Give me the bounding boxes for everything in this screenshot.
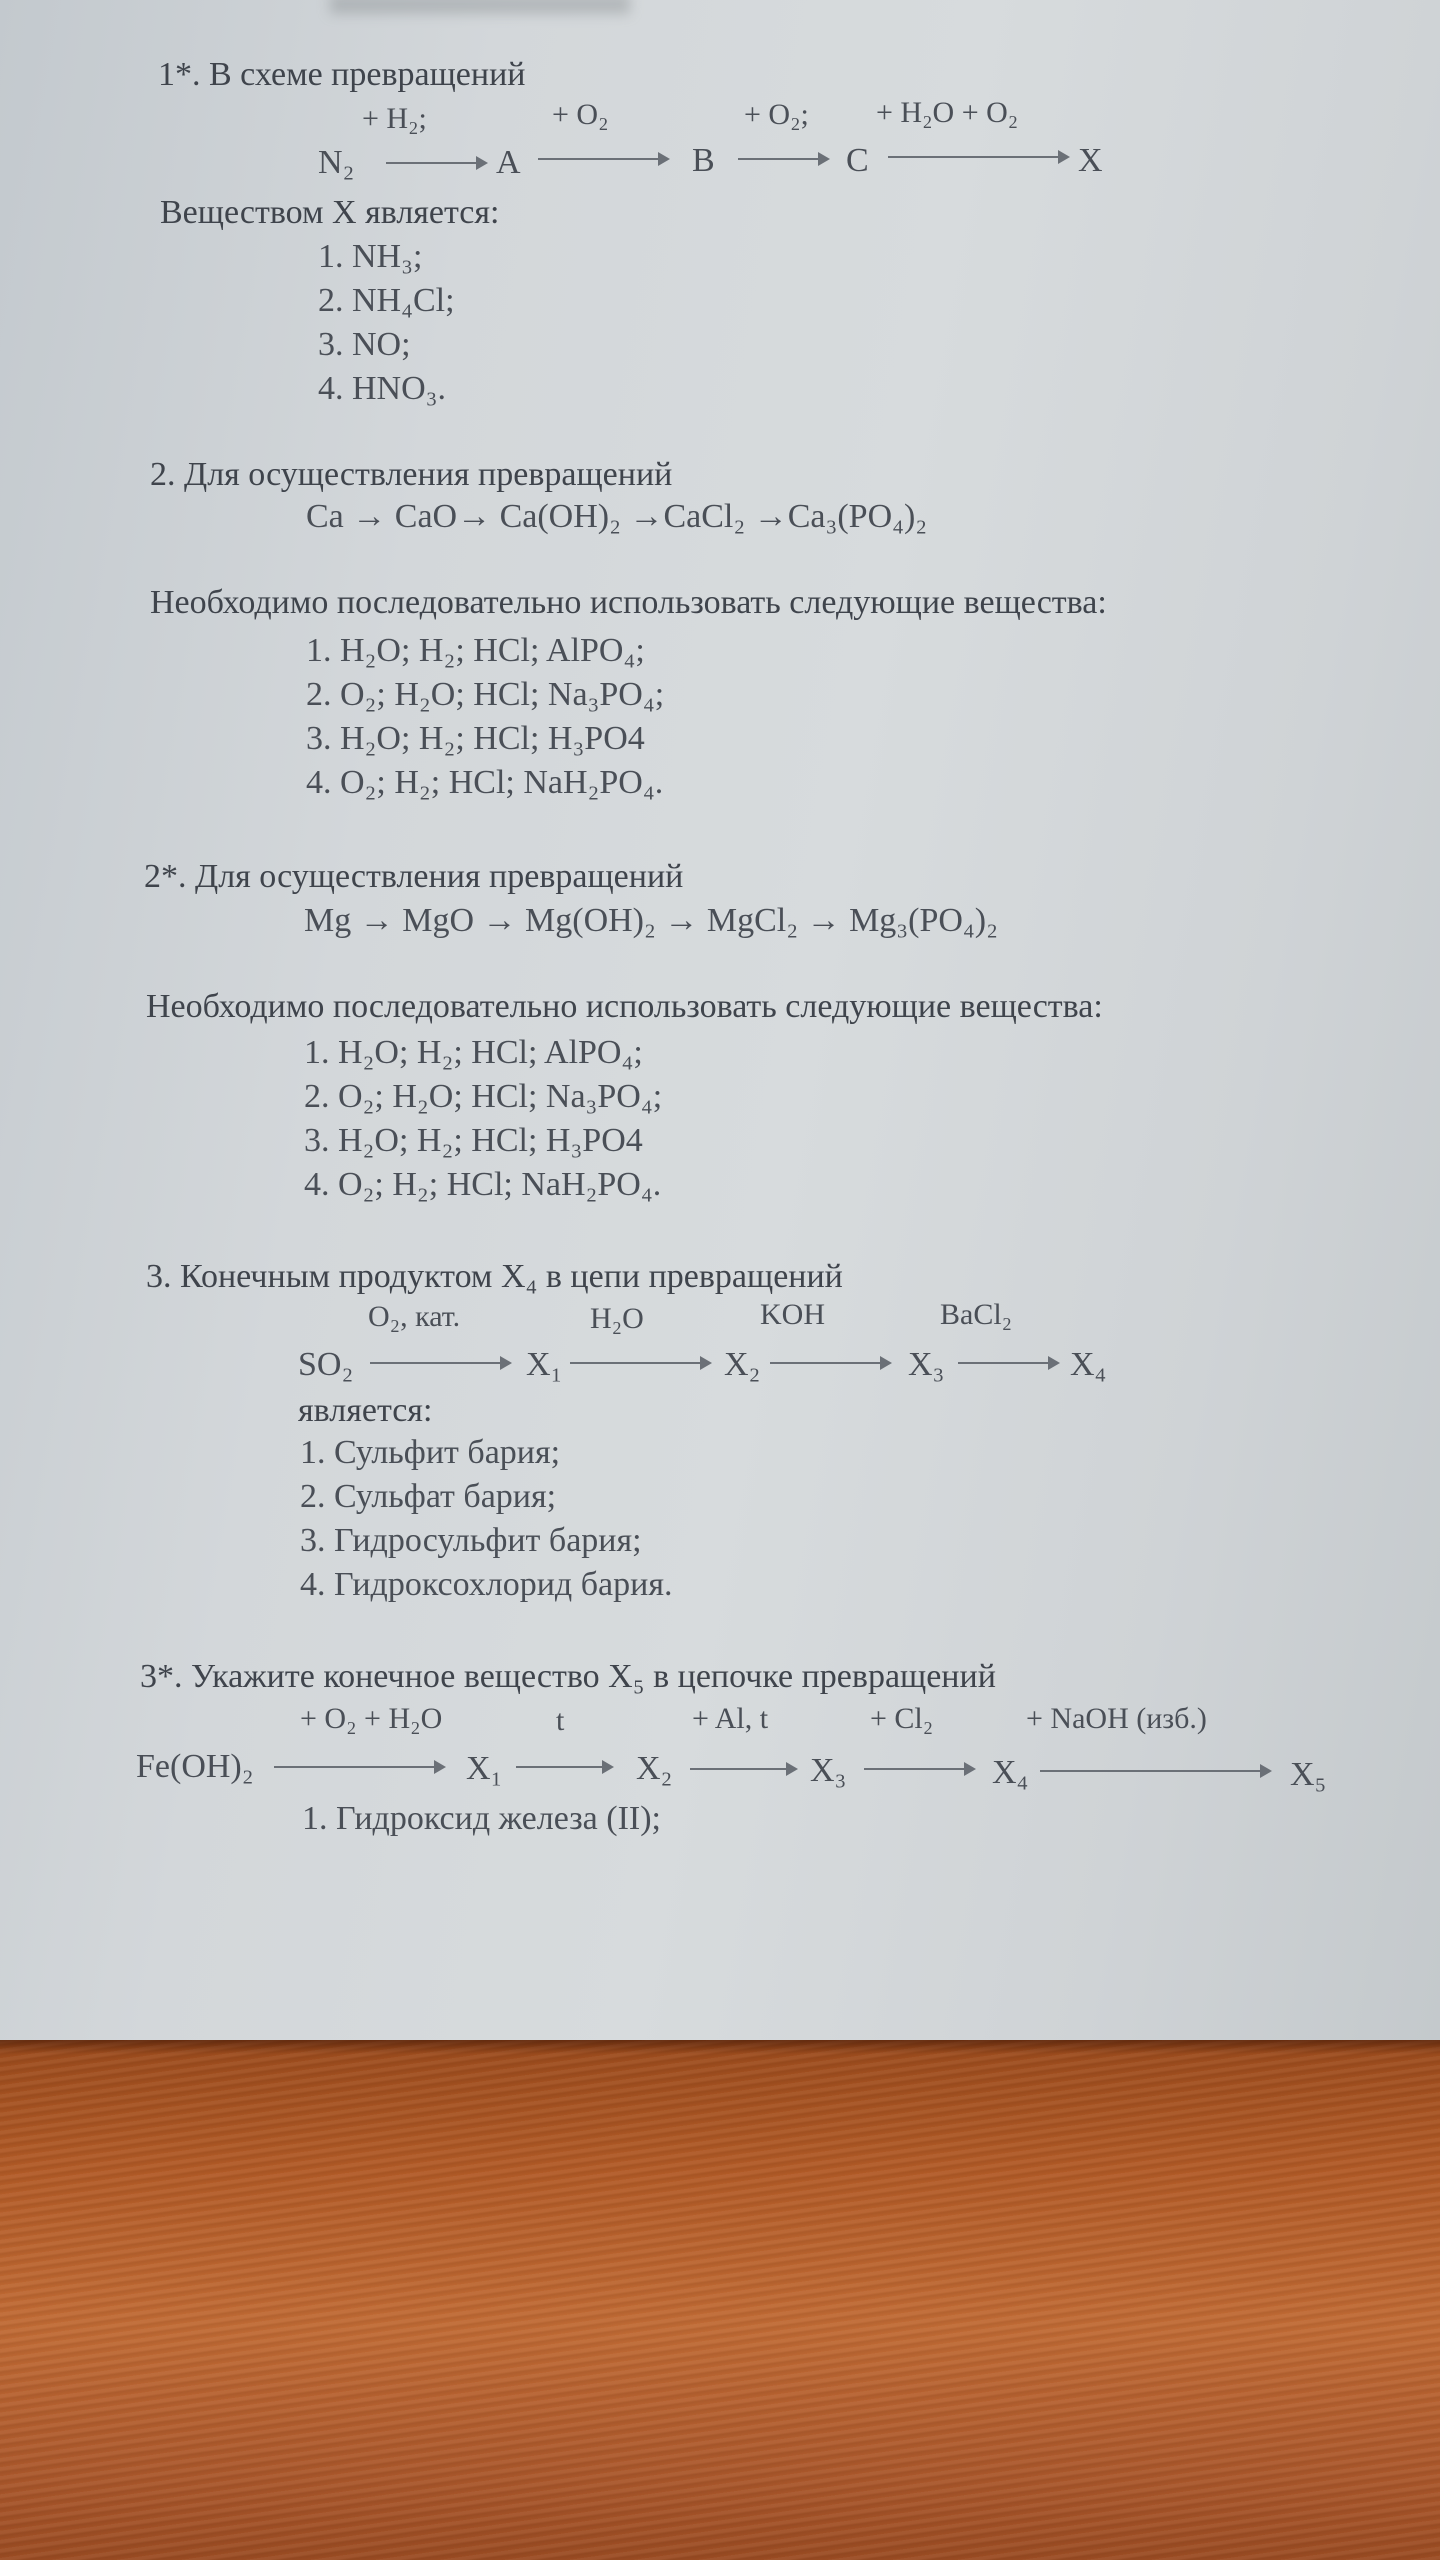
q3b-species-x5: X₅ [1290, 1756, 1327, 1793]
cut-off-text [330, 0, 630, 14]
q3b-reagent-2: t [556, 1704, 565, 1737]
q2-question: Необходимо последовательно использовать следующие вещества: [150, 584, 1107, 621]
q3-arrow-2 [570, 1362, 710, 1364]
q3b-species-feoh2: Fe(OH)₂ [136, 1748, 254, 1785]
q3-option-1: 1. Сульфит бария; [300, 1434, 561, 1471]
q1-species-a: A [496, 144, 521, 181]
q3-reagent-1: O₂, кат. [368, 1300, 461, 1333]
q1-title: 1*. В схеме превращений [158, 56, 526, 93]
q1-option-2: 2. NH₄Cl; [318, 282, 455, 319]
q1-option-3: 3. NO; [318, 326, 411, 363]
q1-arrow-1 [386, 162, 486, 164]
q2b-question: Необходимо последовательно использовать следующие вещества: [146, 988, 1103, 1025]
q1-species-n2: N₂ [318, 144, 355, 181]
q3-option-2: 2. Сульфат бария; [300, 1478, 557, 1515]
q3b-arrow-2 [516, 1766, 612, 1768]
q3b-option-1: 1. Гидроксид железа (II); [302, 1800, 661, 1837]
q3b-reagent-3: + Al, t [692, 1702, 769, 1735]
q3b-reagent-5: + NaOH (изб.) [1026, 1702, 1207, 1735]
q1-arrow-4 [888, 156, 1068, 158]
q3-arrow-4 [958, 1362, 1058, 1364]
q1-reagent-1: + H₂; [362, 102, 427, 135]
q2-title: 2. Для осуществления превращений [150, 456, 673, 493]
q3-arrow-3 [770, 1362, 890, 1364]
q1-option-4: 4. HNO₃. [318, 370, 447, 407]
q2b-option-1: 1. H₂O; H₂; HCl; AlPO₄; [304, 1034, 643, 1071]
q3b-arrow-5 [1040, 1770, 1270, 1772]
q3b-arrow-1 [274, 1766, 444, 1768]
q3-species-x4: X₄ [1070, 1346, 1107, 1383]
q1-reagent-4: + H₂O + O₂ [876, 96, 1019, 129]
wooden-table [0, 2040, 1440, 2560]
q1-question: Веществом X является: [160, 194, 500, 231]
q3b-species-x4: X₄ [992, 1754, 1029, 1791]
q2-chain: Ca → CaO→ Ca(OH)₂ →CaCl₂ →Ca₃(PO₄)₂ [306, 498, 928, 535]
q3b-reagent-4: + Cl₂ [870, 1702, 934, 1735]
q3b-species-x2: X₂ [636, 1750, 673, 1787]
q3-option-4: 4. Гидроксохлорид бария. [300, 1566, 673, 1603]
q3-species-x3: X₃ [908, 1346, 945, 1383]
q3-reagent-3: KOH [760, 1298, 825, 1331]
q2-option-2: 2. O₂; H₂O; HCl; Na₃PO₄; [306, 676, 665, 713]
q3b-reagent-1: + O₂ + H₂O [300, 1702, 443, 1735]
q3-question: является: [298, 1392, 433, 1429]
q2b-option-3: 3. H₂O; H₂; HCl; H₃PO4 [304, 1122, 643, 1159]
q1-arrow-3 [738, 158, 828, 160]
q2-option-4: 4. O₂; H₂; HCl; NaH₂PO₄. [306, 764, 664, 801]
q3-reagent-4: BaCl₂ [940, 1298, 1013, 1331]
q3b-arrow-3 [690, 1768, 796, 1770]
q3-species-x1: X₁ [526, 1346, 563, 1383]
q1-reagent-2: + O₂ [552, 98, 609, 131]
q3-species-x2: X₂ [724, 1346, 761, 1383]
q3b-title: 3*. Укажите конечное вещество X₅ в цепочке превращений [140, 1658, 996, 1695]
q3-arrow-1 [370, 1362, 510, 1364]
q2b-option-4: 4. O₂; H₂; HCl; NaH₂PO₄. [304, 1166, 662, 1203]
q3-species-so2: SO₂ [298, 1346, 354, 1383]
q2b-chain: Mg → MgO → Mg(OH)₂ → MgCl₂ → Mg₃(PO₄)₂ [304, 902, 998, 939]
q3b-species-x3: X₃ [810, 1752, 847, 1789]
q1-species-x: X [1078, 142, 1103, 179]
q2b-option-2: 2. O₂; H₂O; HCl; Na₃PO₄; [304, 1078, 663, 1115]
q1-arrow-2 [538, 158, 668, 160]
q3b-arrow-4 [864, 1768, 974, 1770]
q1-option-1: 1. NH₃; [318, 238, 423, 275]
q3-option-3: 3. Гидросульфит бария; [300, 1522, 642, 1559]
q2-option-3: 3. H₂O; H₂; HCl; H₃PO4 [306, 720, 645, 757]
q3b-species-x1: X₁ [466, 1750, 503, 1787]
q1-reagent-3: + O₂; [744, 98, 809, 131]
q3-reagent-2: H₂O [590, 1302, 644, 1335]
q2b-title: 2*. Для осуществления превращений [144, 858, 684, 895]
q2-option-1: 1. H₂O; H₂; HCl; AlPO₄; [306, 632, 645, 669]
q1-species-b: B [692, 142, 715, 179]
q1-species-c: C [846, 142, 869, 179]
q3-title: 3. Конечным продуктом X₄ в цепи превращений [146, 1258, 843, 1295]
